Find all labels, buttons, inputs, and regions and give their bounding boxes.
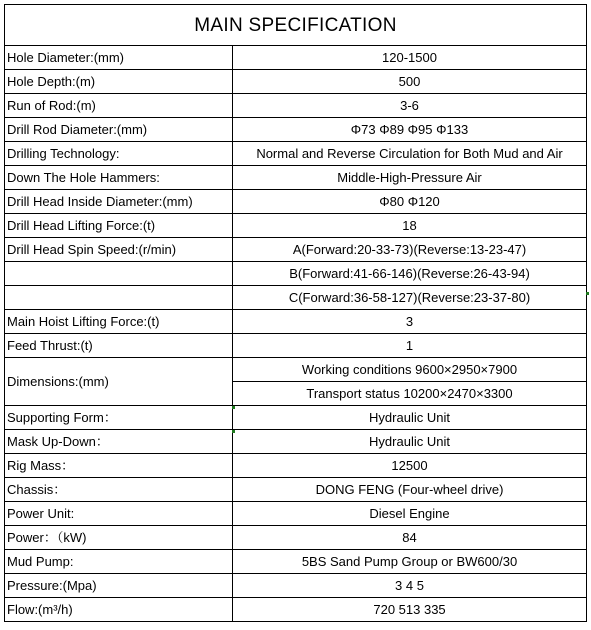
mask-up-down-label[interactable]: Mask Up-Down： bbox=[5, 430, 233, 454]
drill-head-spin-speed-value-c[interactable]: C(Forward:36-58-127)(Reverse:23-37-80) bbox=[233, 286, 587, 310]
down-the-hole-hammers-label[interactable]: Down The Hole Hammers: bbox=[5, 166, 233, 190]
feed-thrust-value[interactable]: 1 bbox=[233, 334, 587, 358]
table-row bbox=[5, 406, 587, 430]
power-unit-label[interactable]: Power Unit: bbox=[5, 502, 233, 526]
dimensions-transport-value[interactable]: Transport status 10200×2470×3300 bbox=[233, 382, 587, 406]
table-title[interactable]: MAIN SPECIFICATION bbox=[5, 5, 587, 46]
table-row bbox=[5, 94, 587, 118]
feed-thrust-label[interactable]: Feed Thrust:(t) bbox=[5, 334, 233, 358]
table-row bbox=[5, 190, 587, 214]
drill-head-inside-diameter-value[interactable]: Φ80 Φ120 bbox=[233, 190, 587, 214]
mud-pump-value[interactable]: 5BS Sand Pump Group or BW600/30 bbox=[233, 550, 587, 574]
drilling-technology-value[interactable]: Normal and Reverse Circulation for Both Mud and Air bbox=[233, 142, 587, 166]
run-of-rod-label[interactable]: Run of Rod:(m) bbox=[5, 94, 233, 118]
empty-label-cell[interactable] bbox=[5, 262, 233, 286]
table-row bbox=[5, 166, 587, 190]
table-row bbox=[5, 70, 587, 94]
dimensions-label[interactable]: Dimensions:(mm) bbox=[5, 358, 233, 406]
dimensions-working-value[interactable]: Working conditions 9600×2950×7900 bbox=[233, 358, 587, 382]
hole-diameter-value[interactable]: 120-1500 bbox=[233, 46, 587, 70]
drill-head-spin-speed-value-a[interactable]: A(Forward:20-33-73)(Reverse:13-23-47) bbox=[233, 238, 587, 262]
table-row bbox=[5, 358, 587, 382]
main-hoist-lifting-force-label[interactable]: Main Hoist Lifting Force:(t) bbox=[5, 310, 233, 334]
empty-label-cell[interactable] bbox=[5, 286, 233, 310]
drill-rod-diameter-value[interactable]: Φ73 Φ89 Φ95 Φ133 bbox=[233, 118, 587, 142]
hole-depth-value[interactable]: 500 bbox=[233, 70, 587, 94]
flow-value[interactable]: 720 513 335 bbox=[233, 598, 587, 622]
table-row bbox=[5, 238, 587, 262]
specification-table bbox=[4, 4, 587, 622]
cell-indicator-marker bbox=[232, 430, 235, 433]
hole-depth-label[interactable]: Hole Depth:(m) bbox=[5, 70, 233, 94]
mud-pump-label[interactable]: Mud Pump: bbox=[5, 550, 233, 574]
table-row bbox=[5, 334, 587, 358]
chassis-label[interactable]: Chassis： bbox=[5, 478, 233, 502]
drill-head-inside-diameter-label[interactable]: Drill Head Inside Diameter:(mm) bbox=[5, 190, 233, 214]
chassis-value[interactable]: DONG FENG (Four-wheel drive) bbox=[233, 478, 587, 502]
table-row bbox=[5, 46, 587, 70]
drill-head-lifting-force-value[interactable]: 18 bbox=[233, 214, 587, 238]
pressure-value[interactable]: 3 4 5 bbox=[233, 574, 587, 598]
drill-head-lifting-force-label[interactable]: Drill Head Lifting Force:(t) bbox=[5, 214, 233, 238]
power-label[interactable]: Power：（kW) bbox=[5, 526, 233, 550]
table-row bbox=[5, 454, 587, 478]
supporting-form-label[interactable]: Supporting Form： bbox=[5, 406, 233, 430]
table-row bbox=[5, 142, 587, 166]
cell-indicator-marker bbox=[232, 406, 235, 409]
drilling-technology-label[interactable]: Drilling Technology: bbox=[5, 142, 233, 166]
table-row bbox=[5, 478, 587, 502]
table-row bbox=[5, 526, 587, 550]
cell-indicator-marker bbox=[586, 292, 589, 295]
mask-up-down-value[interactable]: Hydraulic Unit bbox=[233, 430, 587, 454]
table-row bbox=[5, 310, 587, 334]
table-row bbox=[5, 598, 587, 622]
table-row bbox=[5, 262, 587, 286]
rig-mass-label[interactable]: Rig Mass： bbox=[5, 454, 233, 478]
hole-diameter-label[interactable]: Hole Diameter:(mm) bbox=[5, 46, 233, 70]
run-of-rod-value[interactable]: 3-6 bbox=[233, 94, 587, 118]
table-row bbox=[5, 502, 587, 526]
table-row bbox=[5, 214, 587, 238]
drill-head-spin-speed-label[interactable]: Drill Head Spin Speed:(r/min) bbox=[5, 238, 233, 262]
rig-mass-value[interactable]: 12500 bbox=[233, 454, 587, 478]
title-row bbox=[5, 5, 587, 46]
down-the-hole-hammers-value[interactable]: Middle-High-Pressure Air bbox=[233, 166, 587, 190]
power-unit-value[interactable]: Diesel Engine bbox=[233, 502, 587, 526]
power-value[interactable]: 84 bbox=[233, 526, 587, 550]
supporting-form-value[interactable]: Hydraulic Unit bbox=[233, 406, 587, 430]
drill-rod-diameter-label[interactable]: Drill Rod Diameter:(mm) bbox=[5, 118, 233, 142]
flow-label[interactable]: Flow:(m³/h) bbox=[5, 598, 233, 622]
table-row bbox=[5, 430, 587, 454]
table-row bbox=[5, 118, 587, 142]
table-row bbox=[5, 550, 587, 574]
pressure-label[interactable]: Pressure:(Mpa) bbox=[5, 574, 233, 598]
table-row bbox=[5, 574, 587, 598]
drill-head-spin-speed-value-b[interactable]: B(Forward:41-66-146)(Reverse:26-43-94) bbox=[233, 262, 587, 286]
table-row bbox=[5, 286, 587, 310]
main-hoist-lifting-force-value[interactable]: 3 bbox=[233, 310, 587, 334]
